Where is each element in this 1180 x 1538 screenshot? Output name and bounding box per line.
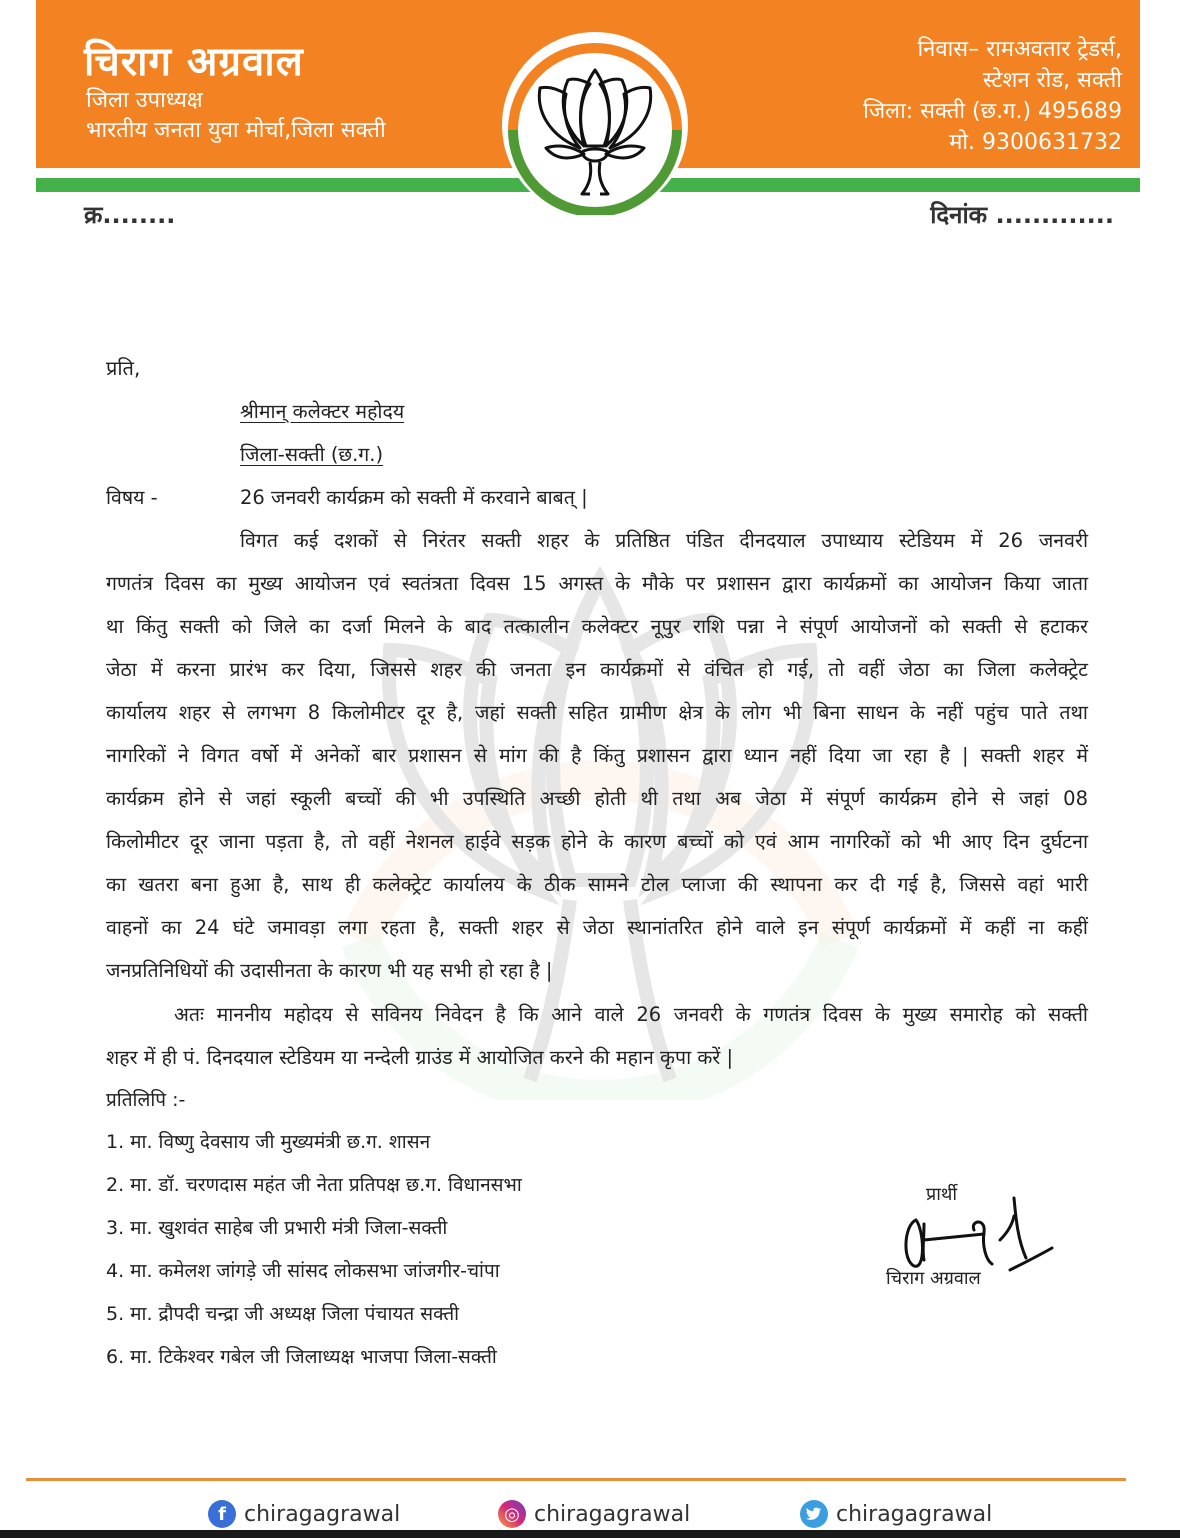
facebook-icon: f — [208, 1500, 236, 1528]
designation-line: जिला उपाध्यक्ष — [86, 88, 203, 113]
paragraph-line: गणतंत्र दिवस का मुख्य आयोजन एवं स्वतंत्रता दिवस 15 अगस्त के मौके पर प्रशासन द्वारा कार्यक्रमों का आयोजन किया जाता — [106, 572, 1088, 595]
signature-block — [880, 1180, 1060, 1290]
subject-text: 26 जनवरी कार्यक्रम को सक्ती में करवाने बाबत् | — [240, 486, 588, 509]
paragraph-line: कार्यक्रम होने से जहां स्कूली बच्चों की भी उपस्थिति अच्छी होती थी तथा अब जेठा में संपूर्ण कार्यक्रम होने से जहां 08 — [106, 787, 1088, 810]
address-line: निवास– रामअवतार ट्रेडर्स, — [917, 37, 1122, 62]
paragraph-line: का खतरा बना हुआ है, साथ ही कलेक्ट्रेट कार्यालय के ठीक सामने टोल प्लाजा की स्थापना कर दी गई है, जिससे वहां भारी — [106, 873, 1088, 896]
phone-line: मो. 9300631732 — [949, 130, 1122, 155]
screen-bottom-bar — [0, 1530, 1180, 1538]
paragraph-line: जनप्रतिनिधियों की उदासीनता के कारण भी यह सभी हो रहा है | — [106, 959, 553, 982]
lotus-logo-icon — [528, 62, 662, 202]
subject-label: विषय - — [106, 486, 158, 509]
cc-item: 1. मा. विष्णु देवसाय जी मुख्यमंत्री छ.ग. शासन — [106, 1131, 431, 1153]
social-instagram[interactable] — [498, 1500, 690, 1528]
paragraph-line: शहर में ही पं. दिनदयाल स्टेडियम या नन्देली ग्राउंड में आयोजित करने की महान कृपा करें | — [106, 1046, 734, 1069]
social-handle[interactable]: chiragagrawal — [836, 1501, 993, 1527]
cc-item: 2. मा. डॉ. चरणदास महंत जी नेता प्रतिपक्ष छ.ग. विधानसभा — [106, 1174, 522, 1196]
reference-number-field: क्र........ — [84, 201, 176, 229]
sign-name: चिराग अग्रवाल — [886, 1268, 981, 1289]
paragraph-line: अतः माननीय महोदय से सविनय निवेदन है कि आने वाले 26 जनवरी के गणतंत्र दिवस के मुख्य समारोह को सक्ती — [174, 1003, 1088, 1026]
recipient-line: श्रीमान् कलेक्टर महोदय — [240, 400, 405, 423]
social-handle[interactable]: chiragagrawal — [534, 1501, 691, 1527]
recipient-line: जिला-सक्ती (छ.ग.) — [240, 443, 384, 466]
address-line: स्टेशन रोड, सक्ती — [982, 68, 1122, 93]
paragraph-line: था किंतु सक्ती को जिले का दर्जा मिलने के बाद तत्कालीन कलेक्टर नूपुर राशि पन्ना ने संपूर्ण आयोजनों को सक्ती से हटाकर — [106, 615, 1088, 638]
paragraph-line: जेठा में करना प्रारंभ कर दिया, जिससे शहर की जनता इन कार्यक्रमों से वंचित हो गई, तो वहीं जेठा का जिला कलेक्ट्रेट — [106, 658, 1088, 681]
social-twitter[interactable] — [800, 1500, 992, 1528]
letterhead-designation — [86, 86, 386, 146]
social-facebook[interactable] — [208, 1500, 400, 1528]
cc-item: 4. मा. कमेलश जांगड़े जी सांसद लोकसभा जांजगीर-चांपा — [106, 1260, 500, 1282]
paragraph-line: वाहनों का 24 घंटे जमावड़ा लगा रहता है, सक्ती शहर से जेठा स्थानांतरित होने वाले इन संपूर्ण कार्यक्रमों में कहीं ना कहीं — [106, 916, 1088, 939]
address-line: जिला: सक्ती (छ.ग.) 495689 — [863, 99, 1122, 124]
paragraph-line: कार्यालय शहर से लगभग 8 किलोमीटर दूर है, जहां सक्ती सहित ग्रामीण क्षेत्र के लोग भी बिना साधन के नहीं पहुंच पाते तथा — [106, 701, 1088, 724]
social-handle[interactable]: chiragagrawal — [244, 1501, 401, 1527]
letterhead-address — [863, 34, 1122, 158]
signature-icon — [894, 1190, 1054, 1276]
cc-label: प्रतिलिपि :- — [106, 1089, 186, 1111]
sign-label: प्रार्थी — [926, 1184, 958, 1205]
footer-divider — [26, 1478, 1126, 1481]
date-field: दिनांक ............. — [930, 201, 1114, 229]
letterhead-name: चिराग अग्रवाल — [84, 39, 304, 85]
salutation: प्रति, — [106, 356, 141, 380]
cc-item: 5. मा. द्रौपदी चन्द्रा जी अध्यक्ष जिला पंचायत सक्ती — [106, 1303, 460, 1325]
designation-line: भारतीय जनता युवा मोर्चा,जिला सक्ती — [86, 118, 386, 143]
paragraph-line: विगत कई दशकों से निरंतर सक्ती शहर के प्रतिष्ठित पंडित दीनदयाल उपाध्याय स्टेडियम में 26 जनवरी — [240, 529, 1088, 552]
paragraph-line: नागरिकों ने विगत वर्षो में अनेकों बार प्रशासन से मांग की है किंतु प्रशासन द्वारा ध्यान नहीं दिया जा रहा है | सक्ती शहर में — [106, 744, 1088, 767]
instagram-icon: ◎ — [498, 1500, 526, 1528]
paragraph-line: किलोमीटर दूर जाना पड़ता है, तो वहीं नेशनल हाईवे सड़क होने के कारण बच्चों को एवं आम नागरिकों को भी आए दिन दुर्घटना — [106, 830, 1088, 853]
cc-item: 6. मा. टिकेश्वर गबेल जी जिलाध्यक्ष भाजपा जिला-सक्ती — [106, 1346, 497, 1368]
cc-item: 3. मा. खुशवंत साहेब जी प्रभारी मंत्री जिला-सक्ती — [106, 1217, 448, 1239]
twitter-icon — [800, 1500, 828, 1528]
